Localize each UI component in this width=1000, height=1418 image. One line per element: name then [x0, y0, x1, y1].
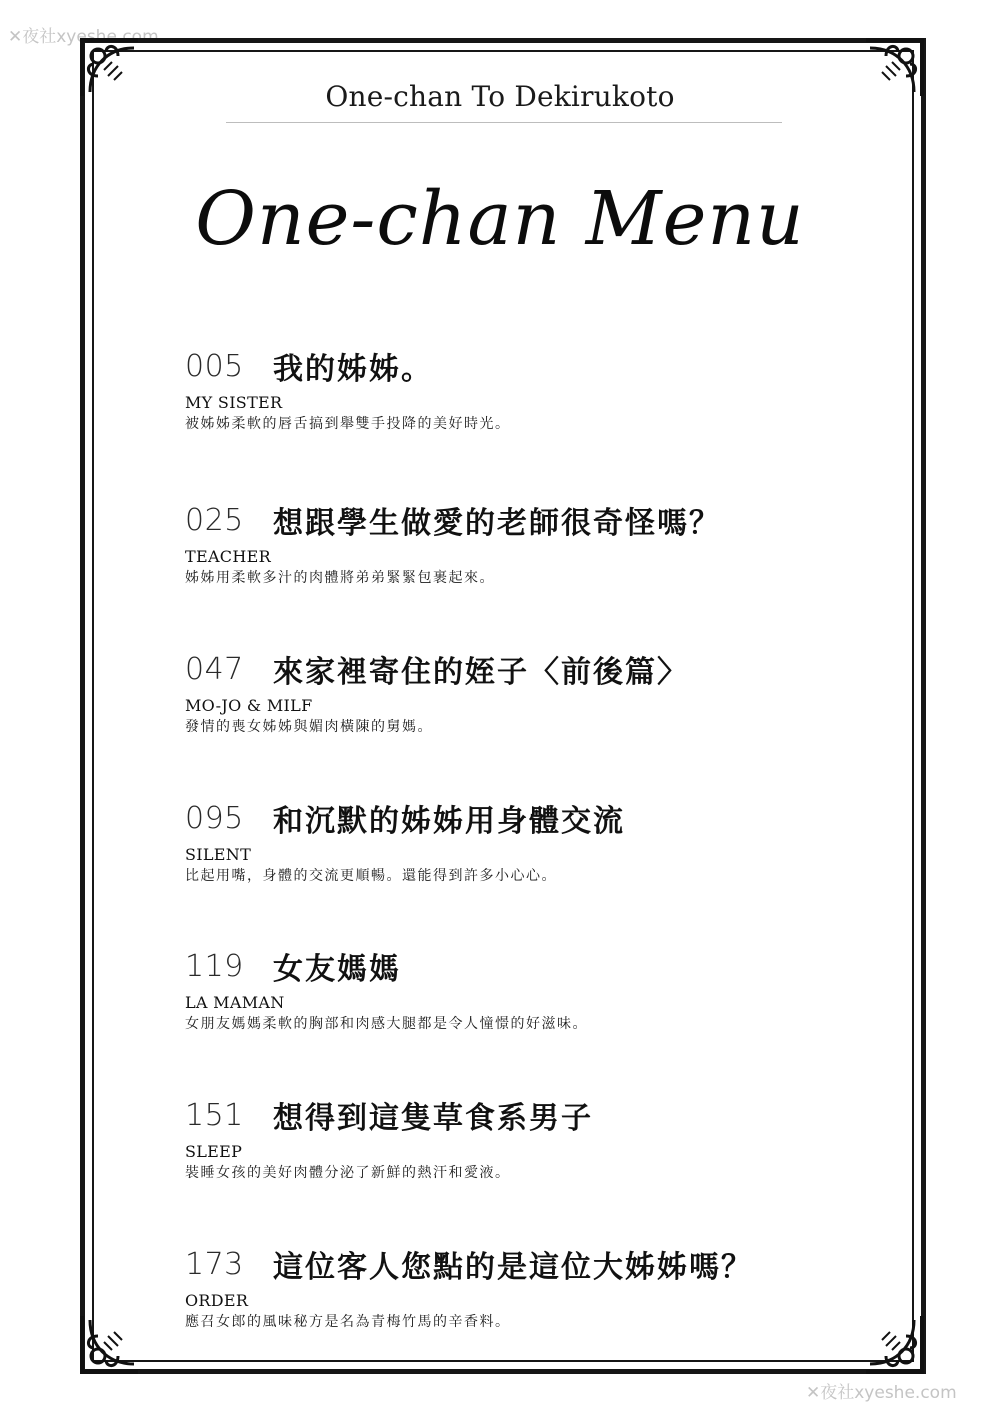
entry-english-label: TEACHER — [185, 547, 271, 566]
menu-entry — [185, 944, 825, 1034]
entry-description: 裝睡女孩的美好肉體分泌了新鮮的熱汗和愛液。 — [185, 1165, 511, 1181]
menu-entry — [185, 796, 825, 886]
menu-entry — [185, 498, 825, 588]
corner-ornament-icon — [862, 1312, 926, 1376]
entry-description: 女朋友媽媽柔軟的胸部和肉感大腿都是令人憧憬的好滋味。 — [185, 1016, 588, 1032]
entry-page-number: 119 — [185, 948, 244, 984]
entry-title: 女友媽媽 — [273, 952, 401, 987]
entry-description: 被姊姊柔軟的唇舌搞到舉雙手投降的美好時光。 — [185, 416, 511, 432]
entry-english-label: MY SISTER — [185, 393, 283, 412]
entry-title: 和沉默的姊姊用身體交流 — [273, 804, 625, 839]
entry-english-label: LA MAMAN — [185, 993, 285, 1012]
watermark-top: ✕夜社xyeshe.com — [8, 27, 159, 47]
entry-english-label: SLEEP — [185, 1142, 243, 1161]
entry-description: 比起用嘴，身體的交流更順暢。還能得到許多小心心。 — [185, 868, 557, 884]
page-title: One-chan Menu — [195, 176, 805, 262]
entry-english-label: MO-JO & MILF — [185, 696, 313, 715]
subtitle-divider — [226, 122, 782, 123]
entry-title: 我的姊姊。 — [273, 352, 433, 387]
entry-title: 這位客人您點的是這位大姊姊嗎？ — [273, 1250, 753, 1285]
page-subtitle: One-chan To Dekirukoto — [325, 80, 675, 113]
entry-page-number: 047 — [185, 651, 244, 687]
entry-page-number: 025 — [185, 502, 244, 538]
entry-description: 姊姊用柔軟多汁的肉體將弟弟緊緊包裹起來。 — [185, 570, 495, 586]
menu-entry — [185, 344, 825, 434]
entry-page-number: 095 — [185, 800, 244, 836]
menu-entry — [185, 1093, 825, 1183]
menu-entry — [185, 647, 825, 737]
entry-page-number: 005 — [185, 348, 244, 384]
entry-english-label: ORDER — [185, 1291, 249, 1310]
entry-description: 應召女郎的風味秘方是名為青梅竹馬的辛香料。 — [185, 1314, 511, 1330]
entry-title: 想得到這隻草食系男子 — [273, 1101, 593, 1136]
entry-title: 想跟學生做愛的老師很奇怪嗎？ — [273, 506, 721, 541]
entry-english-label: SILENT — [185, 845, 252, 864]
entry-page-number: 151 — [185, 1097, 244, 1133]
corner-ornament-icon — [78, 1312, 142, 1376]
watermark-bottom: ✕夜社xyeshe.com — [806, 1383, 957, 1403]
entry-description: 發情的喪女姊姊與媚肉橫陳的舅媽。 — [185, 719, 433, 735]
entry-title: 來家裡寄住的姪子〈前後篇〉 — [273, 655, 689, 690]
menu-entry — [185, 1242, 825, 1332]
entry-page-number: 173 — [185, 1246, 244, 1282]
